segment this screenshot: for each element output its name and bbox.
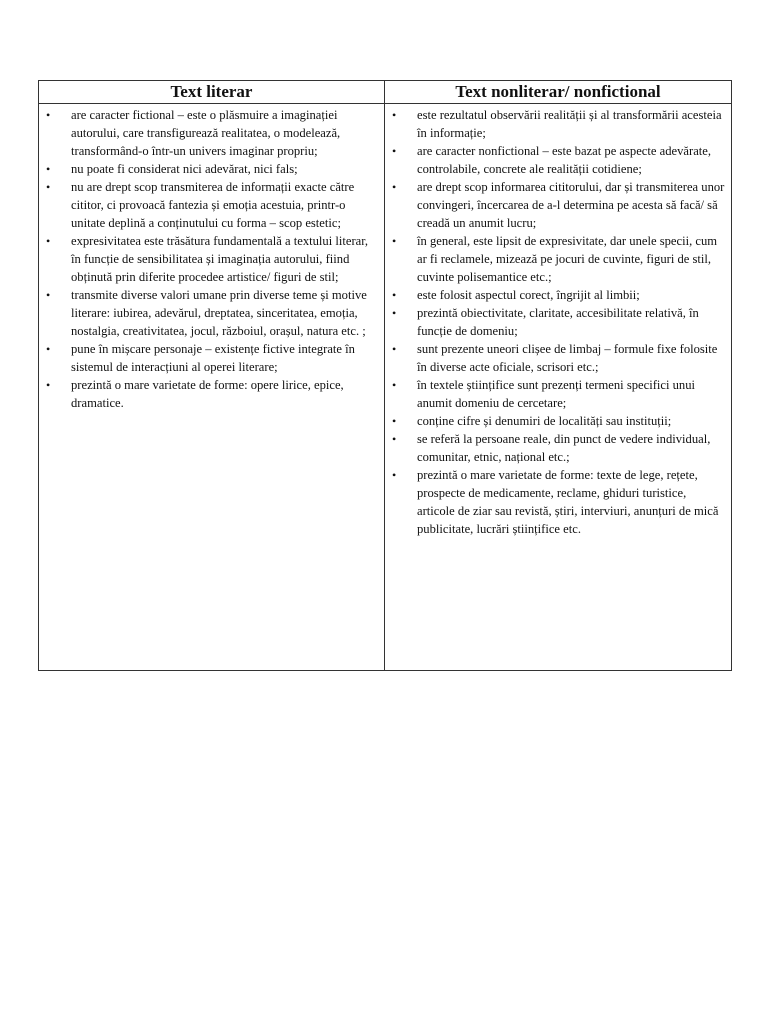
literary-item: • nu poate fi considerat nici adevărat, nici fals; — [43, 160, 378, 178]
nonliterary-item: • sunt prezente uneori clișee de limbaj – formule fixe folosite în diverse acte oficiale, scrisori etc.; — [389, 340, 725, 376]
literary-item: • nu are drept scop transmiterea de informații exacte către cititor, ci provoacă fantezia și emoția acestuia, printr-o unitate deplină a conținutului cu forma – scop estetic; — [43, 178, 378, 232]
literary-item: • prezintă o mare varietate de forme: opere lirice, epice, dramatice. — [43, 376, 378, 412]
nonliterary-item: • în textele științifice sunt prezenți termeni specifici unui anumit domeniu de cercetare; — [389, 376, 725, 412]
literary-item: • are caracter fictional – este o plăsmuire a imaginației autorului, care transfigurează realitatea, o modelează, transformând-o într-un univers imaginar propriu; — [43, 106, 378, 160]
nonliterary-column — [385, 104, 732, 671]
nonliterary-item: • conține cifre și denumiri de localități sau instituții; — [389, 412, 725, 430]
header-row — [39, 81, 732, 104]
nonliterary-item: • este rezultatul observării realității și al transformării acesteia în informație; — [389, 106, 725, 142]
header-nonliterary-text: Text nonliterar/ nonfictional — [385, 81, 732, 104]
literary-item: • pune în mișcare personaje – existențe fictive integrate în sistemul de interacțiuni al operei literare; — [43, 340, 378, 376]
nonliterary-item: • are drept scop informarea cititorului, dar și transmiterea unor convingeri, încercarea de a-l determina pe acesta să facă/ să creadă un anumit lucru; — [389, 178, 725, 232]
content-row — [39, 104, 732, 671]
nonliterary-item: • prezintă o mare varietate de forme: texte de lege, rețete, prospecte de medicamente, reclame, ghiduri turistice, articole de ziar sau revistă, știri, interviuri, anunțuri de mică publicitate, lucrări științifice etc. — [389, 466, 725, 538]
nonliterary-bullet-list — [389, 106, 725, 538]
nonliterary-item: • în general, este lipsit de expresivitate, dar unele specii, cum ar fi reclamele, mizează pe jocuri de cuvinte, figuri de stil, cuvinte polisemantice etc.; — [389, 232, 725, 286]
nonliterary-item: • are caracter nonfictional – este bazat pe aspecte adevărate, controlabile, concrete ale realității cotidiene; — [389, 142, 725, 178]
literary-item: • transmite diverse valori umane prin diverse teme și motive literare: iubirea, adevărul, dreptatea, sinceritatea, emoția, nostalgia, creativitatea, jocul, războiul, orașul, natura etc. ; — [43, 286, 378, 340]
nonliterary-item: • este folosit aspectul corect, îngrijit al limbii; — [389, 286, 725, 304]
literary-bullet-list — [43, 106, 378, 412]
nonliterary-item: • se referă la persoane reale, din punct de vedere individual, comunitar, etnic, național etc.; — [389, 430, 725, 466]
literary-item: • expresivitatea este trăsătura fundamentală a textului literar, în funcție de sensibilitatea și imaginația autorului, fiind obținută prin diferite procedee artistice/ figuri de stil; — [43, 232, 378, 286]
comparison-table — [38, 80, 732, 671]
header-literary-text: Text literar — [39, 81, 385, 104]
literary-column — [39, 104, 385, 671]
nonliterary-item: • prezintă obiectivitate, claritate, accesibilitate relativă, în funcție de domeniu; — [389, 304, 725, 340]
